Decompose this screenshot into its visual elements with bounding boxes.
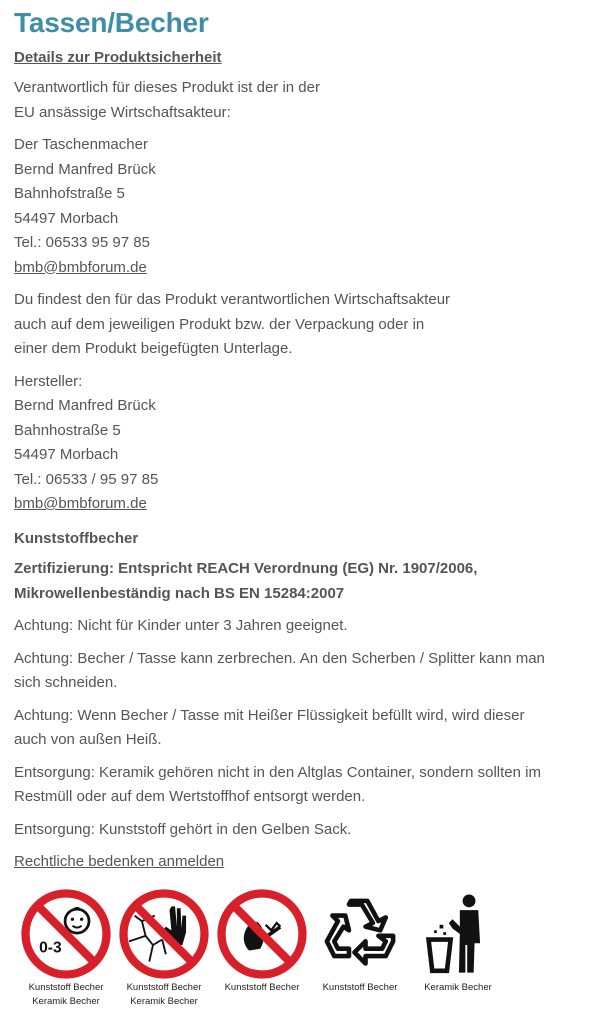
operator-address bbox=[14, 133, 586, 280]
manufacturer-city: 54497 Morbach bbox=[14, 446, 119, 463]
manufacturer-label: Hersteller: bbox=[14, 372, 83, 390]
warning-line: Achtung: Becher / Tasse kann zerbrechen. An den Scherben / Splitter kann man bbox=[14, 649, 545, 667]
responsible-intro bbox=[14, 76, 586, 125]
manufacturer-street: Bahnhostraße 5 bbox=[14, 421, 121, 439]
operator-city: 54497 Morbach bbox=[14, 209, 119, 227]
warning-item bbox=[14, 614, 586, 639]
report-legal-concerns-link[interactable]: Rechtliche bedenken anmelden bbox=[14, 853, 225, 870]
svg-text:0-3: 0-3 bbox=[39, 939, 62, 957]
operator-name: Der Taschenmacher bbox=[14, 136, 148, 153]
manufacturer-phone: Tel.: 06533 / 95 97 85 bbox=[14, 470, 159, 488]
trash-bin-icon bbox=[412, 888, 504, 980]
find-note-line: auch auf dem jeweiligen Produkt bzw. der Verpackung oder in bbox=[14, 315, 425, 333]
icon-card bbox=[16, 888, 116, 1007]
icon-caption: Keramik Becher bbox=[130, 995, 198, 1007]
find-note-line: einer dem Produkt beigefügten Unterlage. bbox=[14, 340, 293, 357]
section-heading: Kunststoffbecher bbox=[14, 529, 139, 547]
icon-caption: Keramik Becher bbox=[424, 982, 492, 993]
icon-caption: Kunststoff Becher bbox=[224, 982, 300, 993]
find-note bbox=[14, 288, 586, 362]
warning-line: Achtung: Wenn Becher / Tasse mit Heißer Flüssigkeit befüllt wird, wird dieser bbox=[14, 706, 525, 724]
icon-card bbox=[408, 888, 508, 994]
warning-item bbox=[14, 704, 586, 753]
warning-line: Achtung: Nicht für Kinder unter 3 Jahren geeignet. bbox=[14, 617, 348, 634]
warning-item bbox=[14, 647, 586, 696]
warning-item bbox=[14, 761, 586, 810]
operator-street: Bahnhofstraße 5 bbox=[14, 185, 125, 202]
warning-line: auch von außen Heiß. bbox=[14, 731, 162, 748]
operator-person: Bernd Manfred Brück bbox=[14, 160, 156, 178]
find-note-line: Du findest den für das Produkt verantwortlichen Wirtschaftsakteur bbox=[14, 291, 451, 308]
warning-line: Restmüll oder auf dem Wertstoffhof entsorgt werden. bbox=[14, 788, 366, 805]
shatter-warning-icon bbox=[118, 888, 210, 980]
warning-line: sich schneiden. bbox=[14, 674, 118, 691]
manufacturer-person: Bernd Manfred Brück bbox=[14, 397, 156, 414]
warning-line: Entsorgung: Kunststoff gehört in den Gelben Sack. bbox=[14, 820, 352, 838]
icon-caption: Kunststoff Becher bbox=[322, 982, 398, 993]
operator-email-link[interactable]: bmb@bmbforum.de bbox=[14, 258, 147, 276]
icon-caption: Keramik Becher bbox=[32, 995, 100, 1007]
icon-card bbox=[212, 888, 312, 994]
warning-line: Entsorgung: Keramik gehören nicht in den Altglas Container, sondern sollten im bbox=[14, 763, 541, 781]
certification-line: Zertifizierung: Entspricht REACH Verordnung (EG) Nr. 1907/2006, bbox=[14, 560, 478, 577]
icon-caption: Kunststoff Becher bbox=[126, 982, 202, 993]
manufacturer-address bbox=[14, 370, 586, 517]
intro-line: EU ansässige Wirtschaftsakteur: bbox=[14, 103, 231, 121]
recycling-icon bbox=[314, 888, 406, 980]
no-fire-icon bbox=[216, 888, 308, 980]
intro-line: Verantwortlich für dieses Produkt ist der in der bbox=[14, 79, 320, 96]
certification-line: Mikrowellenbeständig nach BS EN 15284:2007 bbox=[14, 584, 345, 602]
certification bbox=[14, 557, 586, 606]
operator-phone: Tel.: 06533 95 97 85 bbox=[14, 234, 150, 251]
page-title: Tassen/Becher bbox=[14, 7, 209, 38]
warning-item bbox=[14, 818, 586, 843]
age-0-3-warning-icon bbox=[20, 888, 112, 980]
safety-heading: Details zur Produktsicherheit bbox=[14, 49, 222, 66]
icon-caption: Kunststoff Becher bbox=[28, 982, 104, 993]
manufacturer-email-link[interactable]: bmb@bmbforum.de bbox=[14, 495, 147, 512]
safety-icons-row bbox=[14, 888, 594, 1018]
icon-card bbox=[114, 888, 214, 1007]
icon-card bbox=[310, 888, 410, 994]
